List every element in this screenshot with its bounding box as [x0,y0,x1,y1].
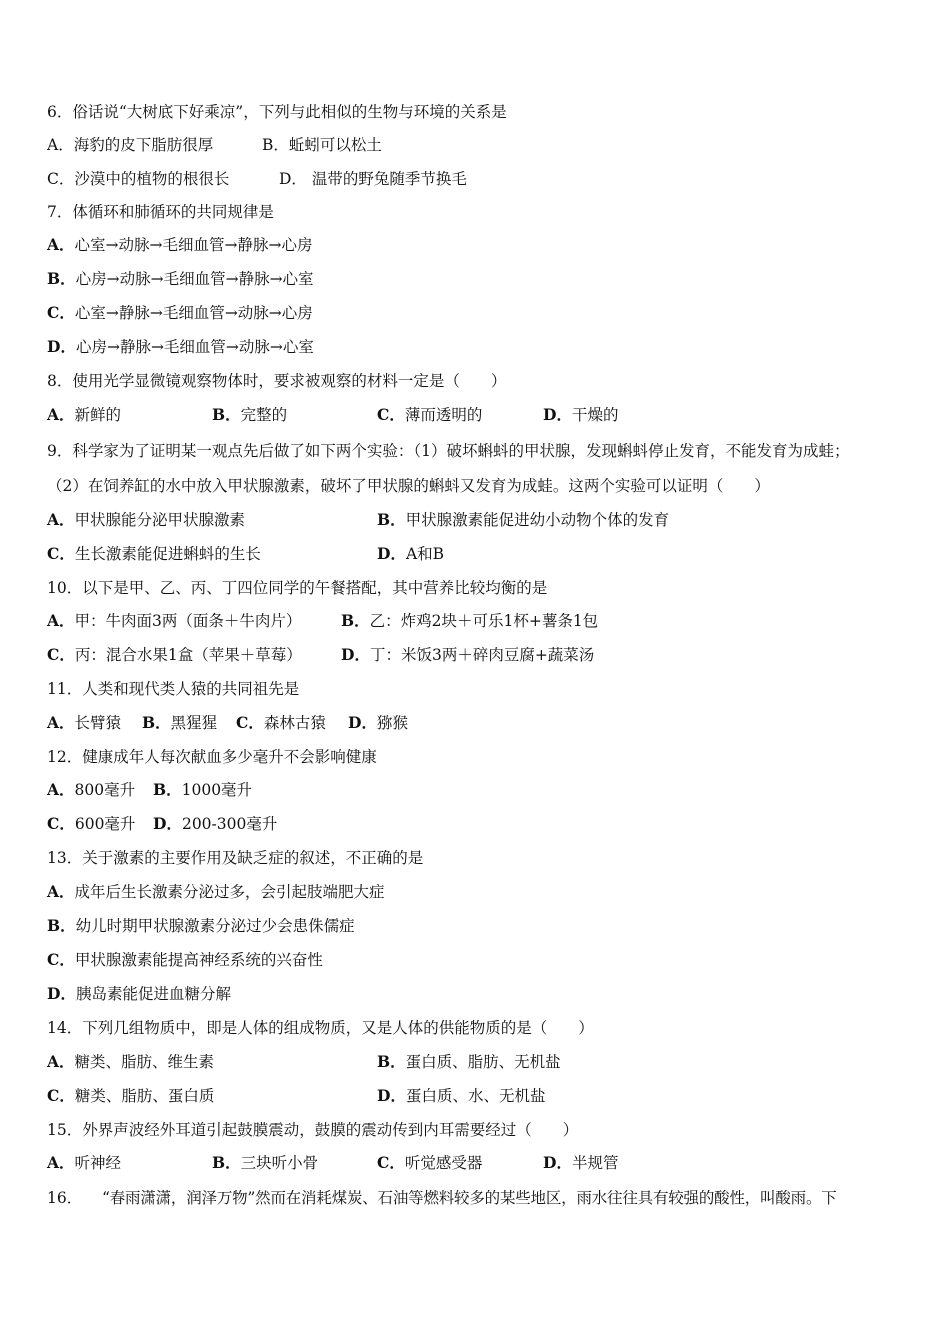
question-8-option-c: C．薄而透明的 [377,405,483,424]
question-7-option-d [47,336,314,358]
option-text: 心房→静脉→毛细血管→动脉→心室 [75,338,314,356]
question-12-option-c: C．600毫升 [47,814,136,833]
question-14-stem: 14．下列几组物质中，即是人体的组成物质，又是人体的供能物质的是（ ） [47,1019,594,1037]
question-16-text: “春雨潇潇，润泽万物”然而在消耗煤炭、石油等燃料较多的某些地区，雨水往往具有较强的酸性，叫酸雨。下 [102,1189,837,1207]
question-12-stem: 12．健康成年人每次献血多少毫升不会影响健康 [47,748,377,766]
option-text: 心房→动脉→毛细血管→静脉→心室 [75,270,314,288]
question-11-option-d: D．猕猴 [348,713,408,732]
question-13-option-b: B．幼儿时期甲状腺激素分泌过少会患侏儒症 [47,916,355,935]
question-6-stem: 6．俗话说“大树底下好乘凉”，下列与此相似的生物与环境的关系是 [47,103,507,121]
question-8-stem: 8．使用光学显微镜观察物体时，要求被观察的材料一定是（ ） [47,372,507,390]
question-7-option-c [47,302,313,324]
question-9-option-a: A．甲状腺能分泌甲状腺激素 [47,510,246,529]
question-12-option-d: D．200-300毫升 [153,814,278,833]
question-14-option-d: D．蛋白质、水、无机盐 [377,1086,546,1105]
question-7-stem: 7．体循环和肺循环的共同规律是 [47,203,274,221]
question-16-number: 16． [47,1189,83,1207]
question-11-stem: 11．人类和现代类人猿的共同祖先是 [47,680,300,698]
question-7-option-b [47,268,314,290]
question-10-option-d: D．丁：米饭3两＋碎肉豆腐+蔬菜汤 [341,645,595,664]
question-14-option-c: C．糖类、脂肪、蛋白质 [47,1086,215,1105]
option-label: C． [47,303,75,322]
question-6-option-c: C．沙漠中的植物的根很长 [47,170,230,188]
question-9-stem-line-2: （2）在饲养缸的水中放入甲状腺激素，破坏了甲状腺的蝌蚪又发育为成蛙。这两个实验可以证明（ ） [47,477,770,495]
question-15-option-a: A．听神经 [47,1153,122,1172]
question-10-option-b: B．乙：炸鸡2块＋可乐1杯+薯条1包 [341,611,599,630]
question-6-option-b: B．蚯蚓可以松土 [262,136,382,154]
question-8-option-b: B．完整的 [212,405,288,424]
question-15-option-c: C．听觉感受器 [377,1153,483,1172]
question-13-stem: 13．关于激素的主要作用及缺乏症的叙述，不正确的是 [47,849,424,867]
question-12-option-b: B．1000毫升 [153,780,253,799]
question-14-option-a: A．糖类、脂肪、维生素 [47,1052,215,1071]
question-8-option-a: A．新鲜的 [47,405,122,424]
question-13-option-a: A．成年后生长激素分泌过多，会引起肢端肥大症 [47,882,385,901]
question-10-option-c: C．丙：混合水果1盒（苹果＋草莓） [47,645,302,664]
question-9-option-c: C．生长激素能促进蝌蚪的生长 [47,544,261,563]
question-9-stem-line-1: 9．科学家为了证明某一观点先后做了如下两个实验：（1）破坏蝌蚪的甲状腺，发现蝌蚪停止发育，不能发育为成蛙； [47,442,850,460]
question-15-option-d: D．半规管 [543,1153,619,1172]
question-14-option-b: B．蛋白质、脂肪、无机盐 [377,1052,561,1071]
question-11-option-c: C．森林古猿 [236,713,326,732]
question-6-option-a: A．海豹的皮下脂肪很厚 [47,136,214,154]
question-7-option-a [47,234,312,256]
option-label: B． [47,269,76,288]
question-9-option-b: B．甲状腺激素能促进幼小动物个体的发育 [377,510,670,529]
option-label: D． [47,337,76,356]
question-13-option-d: D．胰岛素能促进血糖分解 [47,984,231,1003]
question-15-option-b: B．三块听小骨 [212,1153,319,1172]
question-10-stem: 10．以下是甲、乙、丙、丁四位同学的午餐搭配，其中营养比较均衡的是 [47,579,548,597]
question-11-option-a: A．长臂猿 [47,713,122,732]
option-label: A． [47,235,75,254]
option-text: 心室→静脉→毛细血管→动脉→心房 [74,304,313,322]
option-text: 心室→动脉→毛细血管→静脉→心房 [74,236,313,254]
question-9-option-d: D．A和B [377,544,445,563]
question-10-option-a: A．甲：牛肉面3两（面条＋牛肉片） [47,611,302,630]
question-11-option-b: B．黑猩猩 [142,713,218,732]
question-6-option-d: D． 温带的野兔随季节换毛 [279,170,467,188]
question-13-option-c: C．甲状腺激素能提高神经系统的兴奋性 [47,950,323,969]
question-12-option-a: A．800毫升 [47,780,136,799]
question-8-option-d: D．干燥的 [543,405,619,424]
question-15-stem: 15．外界声波经外耳道引起鼓膜震动，鼓膜的震动传到内耳需要经过（ ） [47,1121,579,1139]
